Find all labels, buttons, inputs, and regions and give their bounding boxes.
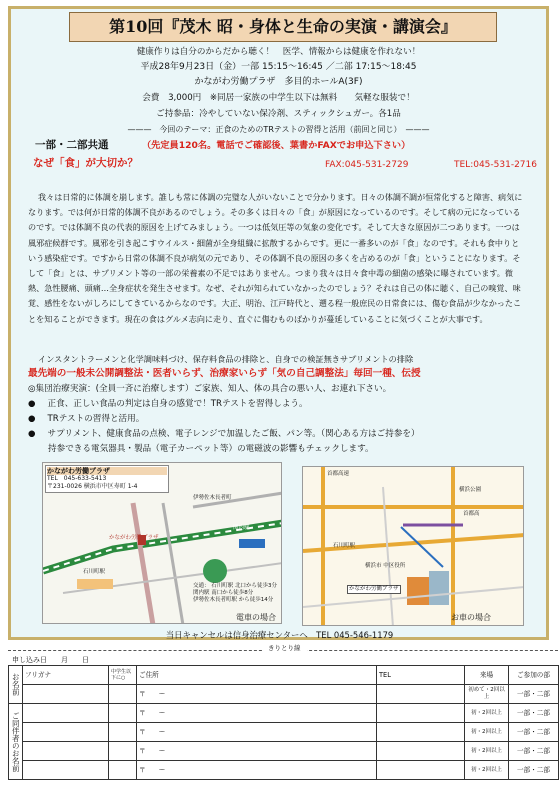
visit-count[interactable]: 初・2回以上 bbox=[465, 742, 509, 761]
student-check[interactable] bbox=[109, 723, 137, 742]
form-table bbox=[8, 665, 559, 780]
companion-label: ご同伴者のお名前 bbox=[9, 704, 23, 780]
student-check[interactable] bbox=[109, 761, 137, 780]
visit-count[interactable]: 初・2回以上 bbox=[465, 761, 509, 780]
landmark-label: 首都高速 bbox=[327, 471, 350, 477]
landmark-label: 首都高 bbox=[463, 511, 480, 517]
items-to-bring: ご持参品：冷やしていない保冷剤、スティックシュガー。各1品 bbox=[156, 109, 401, 119]
landmark-label: 横浜市 中区役所 bbox=[365, 563, 406, 569]
train-map-label: 電車の場合 bbox=[236, 613, 276, 622]
tel-input[interactable] bbox=[377, 704, 465, 723]
name-input[interactable] bbox=[23, 685, 109, 704]
companion-name-input[interactable] bbox=[23, 742, 109, 761]
postal-field[interactable]: 〒 ー bbox=[137, 704, 377, 723]
venue-marker: かながわ労働プラザ bbox=[349, 586, 399, 592]
application-date: 申し込み日 月 日 bbox=[12, 656, 89, 664]
capacity-note: （先定員120名。電話でご確認後、葉書かFAXでお申込下さい） bbox=[142, 140, 411, 151]
part-col-header: ご参加の部 bbox=[509, 666, 559, 685]
bullet-continuation: 持参できる電気器具・製品（電子カーペット等）の電磁波の影響もチェックします。 bbox=[48, 444, 374, 454]
part-select[interactable]: 一部・二部 bbox=[509, 723, 559, 742]
bullet-item: ● TRテストの習得と活用。 bbox=[28, 414, 145, 424]
student-check[interactable] bbox=[109, 704, 137, 723]
address-label: ご住所 bbox=[137, 666, 377, 685]
access-notes: 交通： 石川町駅 北口から徒歩3分 関内駅 南口から徒歩8分 伊勢佐木長者町駅 から徒歩14分 bbox=[193, 583, 277, 603]
event-datetime: 平成28年9月23日（金）一部 15:15～16:45 ／二部 17:15～18:45 bbox=[140, 62, 417, 72]
furigana-label: フリガナ bbox=[23, 666, 109, 685]
station-label: 伊勢佐木長者町 bbox=[193, 495, 232, 501]
application-form bbox=[8, 665, 558, 780]
tel-number: TEL:045-531-2716 bbox=[454, 160, 537, 170]
event-venue: かながわ労働プラザ 多目的ホールA(3F) bbox=[194, 77, 363, 87]
visit-count[interactable]: 初・2回以上 bbox=[465, 704, 509, 723]
tel-input[interactable] bbox=[377, 761, 465, 780]
page-title: 第10回『茂木 昭・身体と生命の実演・講演会』 bbox=[69, 12, 497, 42]
part-select[interactable]: 一部・二部 bbox=[509, 685, 559, 704]
companion-name-input[interactable] bbox=[23, 761, 109, 780]
part-select[interactable]: 一部・二部 bbox=[509, 761, 559, 780]
section-question: なぜ「食」が大切か？ bbox=[33, 157, 138, 169]
tel-input[interactable] bbox=[377, 685, 465, 704]
bullet-item: ● 正食、正しい食品の判定は自身の感覚で！TRテストを習得しよう。 bbox=[28, 399, 308, 409]
cut-line-label: きりとり線 bbox=[262, 644, 307, 652]
venue-info-address: 〒231-0026 横浜市中区寿町 1-4 bbox=[47, 483, 138, 490]
landmark-label: 石川町駅 bbox=[333, 543, 356, 549]
postal-field[interactable]: 〒 ー bbox=[137, 723, 377, 742]
student-label: 中学生以下に○ bbox=[109, 666, 137, 685]
venue-info-box bbox=[45, 465, 169, 493]
postal-field[interactable]: 〒 ー bbox=[137, 742, 377, 761]
part-select[interactable]: 一部・二部 bbox=[509, 704, 559, 723]
postal-field[interactable]: 〒 ー bbox=[137, 685, 377, 704]
companion-name-input[interactable] bbox=[23, 704, 109, 723]
station-label: 関内駅 bbox=[233, 525, 250, 531]
exclusion-line: インスタントラーメンと化学調味料づけ、保存料食品の排除と、自身での検証無きサプリメントの排除 bbox=[38, 354, 414, 364]
companion-name-input[interactable] bbox=[23, 723, 109, 742]
car-map bbox=[302, 466, 524, 626]
bullet-item: ● サプリメント、健康食品の点検、電子レンジで加温したご飯、パン等。（関心ある方はご持参を） bbox=[28, 429, 420, 439]
tagline: 健康作りは自分のからだから聴く！ 医学、情報からは健康を作れない！ bbox=[136, 47, 421, 57]
group-treatment: ◎集団治療実演：(全員一斉に治療します）ご家族、知人、体の具合の悪い人、お連れ下さい。 bbox=[28, 384, 392, 394]
event-theme: ——— 今回のテーマ：正食のためのTRテストの習得と活用（前回と同じ） ——— bbox=[127, 125, 430, 134]
common-label: 一部・二部共通 bbox=[35, 139, 109, 151]
part-select[interactable]: 一部・二部 bbox=[509, 742, 559, 761]
venue-marker: かながわ労働プラザ bbox=[109, 535, 159, 541]
tel-label: TEL bbox=[377, 666, 465, 685]
event-fee: 会費 3,000円 ※同居一家族の中学生以下は無料 気軽な服装で！ bbox=[142, 93, 415, 103]
venue-info-title: かながわ労働プラザ bbox=[47, 467, 167, 475]
venue-col-header: 来場 bbox=[465, 666, 509, 685]
station-label: 石川町駅 bbox=[83, 569, 106, 575]
venue-info-tel: TEL 045-633-5413 bbox=[47, 475, 107, 482]
tel-input[interactable] bbox=[377, 723, 465, 742]
name-label: お名前 bbox=[9, 666, 23, 704]
landmark-label: 横浜公園 bbox=[459, 487, 482, 493]
visit-count[interactable]: 初めて・2回以上 bbox=[465, 685, 509, 704]
student-check[interactable] bbox=[109, 742, 137, 761]
fax-number: FAX:045-531-2729 bbox=[325, 160, 409, 170]
student-check[interactable] bbox=[109, 685, 137, 704]
body-paragraph: 我々は日常的に体調を崩します。誰しも常に体調の完璧な人がいないことで分かります。日々の体調不調が恒常化すると障害、病気になります。では何が日常的体調不良があるのでしょう。その多くは日々の「食」が原因になっているのです。そして病の元になっているのです。では体調不良の代表的原因を上げてみましょう。一つは低気圧等の気象の変化です。そして大きな原因が二つあります。一つは風邪症候群です。風邪を引き起こすウイルス・細菌が全身組織に拡散するからです。更に一番多いのが「食」なのです。それも食中りという感染症です。ですから日常の体調不良が病気の元であり、その体調不良の原因の多くを占めるのが「食」ということになります。そして「食」とは、サプリメント等の一部の栄養素の不足ではありません。つまり我々は日々食中毒の細菌の感染に曝されています。微熱、急性腰痛、頭痛…全身症状を発生させます。なぜ、それが知られていなかったのでしょう？それは自己の体に聴く、自己の嗅覚、味覚、感性をないがしろにしてきているからなのです。大正、明治、江戸時代と、遡る程一般庶民の日常食には、傷む食品が少なかったことを知ることができます。現在の食はグルメ志向に走り、直ぐに傷むものばかりが蔓延していることに気づくことが大事です。 bbox=[28, 192, 523, 324]
tel-input[interactable] bbox=[377, 742, 465, 761]
visit-count[interactable]: 初・2回以上 bbox=[465, 723, 509, 742]
headline: 最先端の一般未公開調整法・医者いらず、治療家いらず「気の自己調整法」毎回一種、伝授 bbox=[28, 368, 421, 379]
train-map bbox=[42, 462, 282, 624]
postal-field[interactable]: 〒 ー bbox=[137, 761, 377, 780]
car-map-label: お車の場合 bbox=[451, 613, 491, 622]
cancel-notice: 当日キャンセルは信身治療センターへ TEL 045-546-1179 bbox=[165, 630, 394, 640]
